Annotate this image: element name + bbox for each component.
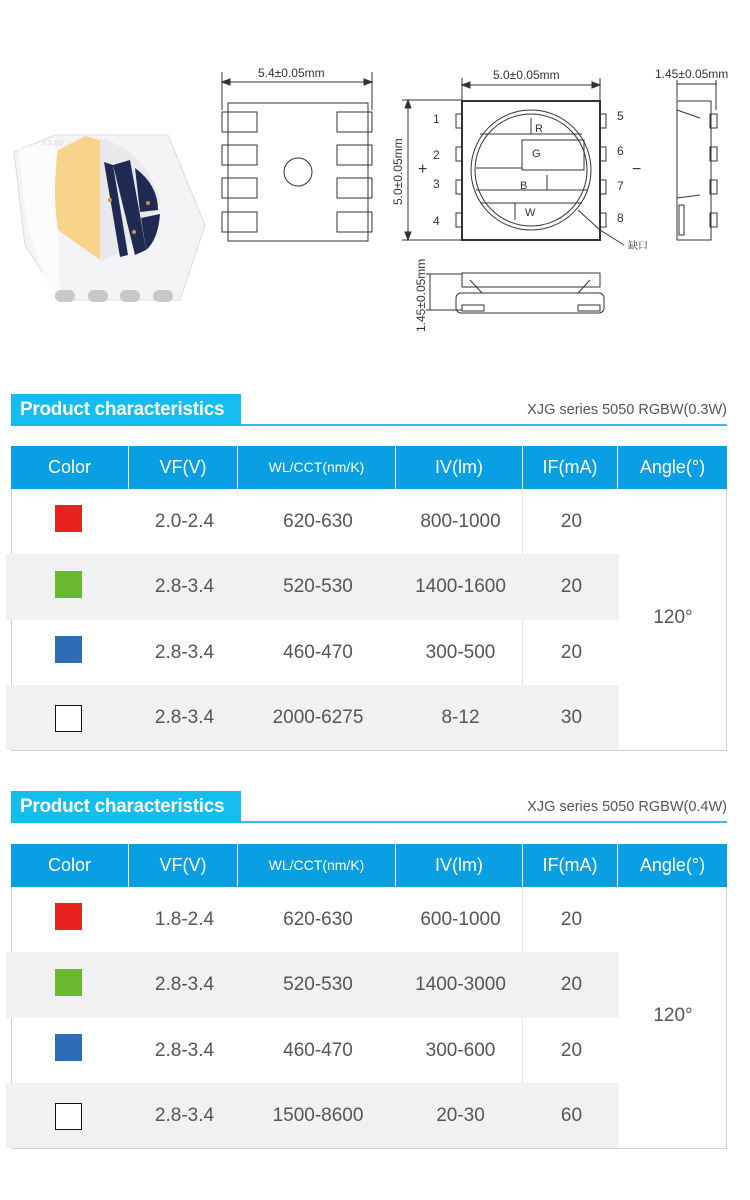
vf-value: 2.8-3.4 [154,1104,215,1126]
wl-value: 520-530 [283,576,353,597]
plus-terminal: + [418,161,428,178]
col-if: IF(mA) [523,844,618,887]
col-vf: VF(V) [129,446,238,489]
if-value: 20 [560,641,583,663]
svg-text:G: G [532,148,541,160]
col-color: Color [11,844,129,887]
table-row [6,620,619,685]
col-wl-cct: WL/CCT(nm/K) [238,844,396,887]
table-body [11,489,727,751]
angle-value: 120° [653,1005,693,1026]
vf-value: 2.8-3.4 [154,1039,215,1061]
wl-value: 620-630 [283,510,353,532]
section-subtitle: XJG series 5050 RGBW(0.3W) [527,402,727,418]
wl-value: 520-530 [283,974,353,995]
section-header-1 [11,394,727,426]
if-value: 30 [560,706,583,728]
top-view-drawing [222,72,372,241]
table-row [6,952,619,1018]
section-title: Product characteristics [11,791,241,823]
table-row [6,685,619,750]
col-iv: IV(lm) [396,446,523,489]
iv-value: 800-1000 [420,510,501,532]
col-color: Color [11,446,129,489]
vf-value: 2.8-3.4 [154,974,215,995]
table-body [11,887,727,1149]
wl-value: 460-470 [283,641,353,663]
vf-value: 2.0-2.4 [154,510,215,532]
iv-value: 20-30 [436,1104,485,1126]
section-subtitle: XJG series 5050 RGBW(0.4W) [527,799,727,815]
front-view-width-label: 5.0±0.05mm [493,68,560,82]
table-row [6,887,619,952]
white-swatch [55,1103,82,1130]
red-swatch [55,903,82,930]
vf-value: 2.8-3.4 [154,641,215,663]
svg-text:XJLED: XJLED [42,140,64,147]
wl-value: 620-630 [283,908,353,930]
table-row [6,489,619,554]
svg-text:R: R [535,123,543,135]
if-value: 20 [560,510,583,532]
red-swatch [55,505,82,532]
if-value: 20 [560,1039,583,1061]
blue-swatch [55,636,82,663]
minus-terminal: − [632,161,642,178]
bottom-view-height-label: 1.45±0.05mm [414,258,428,332]
iv-value: 300-500 [425,641,496,663]
if-value: 20 [560,974,583,995]
wl-value: 460-470 [283,1039,353,1061]
led-product-photo [14,135,205,302]
if-value: 60 [560,1104,583,1126]
vf-value: 1.8-2.4 [154,908,215,930]
iv-value: 1400-1600 [415,576,506,597]
table-header [11,446,727,489]
green-swatch [55,969,82,996]
bottom-view-drawing [426,273,604,313]
svg-text:5: 5 [617,109,624,123]
blue-swatch [55,1034,82,1061]
svg-text:2: 2 [433,148,440,162]
table-row [6,554,619,620]
side-view-width-label: 1.45±0.05mm [655,67,729,81]
notch-label: 缺口 [628,241,648,252]
iv-value: 300-600 [425,1039,496,1061]
table-header [11,844,727,887]
col-if: IF(mA) [523,446,618,489]
if-value: 20 [560,576,583,597]
iv-value: 600-1000 [420,908,501,930]
iv-value: 1400-3000 [415,974,506,995]
wl-value: 1500-8600 [272,1104,364,1126]
svg-text:4: 4 [433,214,440,228]
top-view-width-label: 5.4±0.05mm [258,66,325,80]
section-header-2 [11,791,727,823]
iv-value: 8-12 [441,706,480,728]
vf-value: 2.8-3.4 [154,576,215,597]
front-view-height-label: 5.0±0.05mm [391,138,405,205]
svg-text:7: 7 [617,179,624,193]
table-row [6,1018,619,1083]
angle-value: 120° [653,607,693,628]
vf-value: 2.8-3.4 [154,706,215,728]
svg-text:W: W [525,207,536,219]
section-title: Product characteristics [11,394,241,426]
led-diagrams [0,0,750,360]
svg-text:B: B [520,180,528,192]
col-angle: Angle(°) [639,457,706,477]
svg-text:3: 3 [433,177,440,191]
svg-text:1: 1 [433,112,440,126]
green-swatch [55,571,82,598]
wl-value: 2000-6275 [272,706,364,728]
white-swatch [55,705,82,732]
svg-text:8: 8 [617,211,624,225]
col-wl-cct: WL/CCT(nm/K) [238,446,396,489]
svg-text:6: 6 [617,144,624,158]
col-vf: VF(V) [129,844,238,887]
table-row [6,1083,619,1148]
col-iv: IV(lm) [396,844,523,887]
col-angle: Angle(°) [639,855,706,875]
if-value: 20 [560,908,583,930]
side-view-drawing [677,80,717,240]
